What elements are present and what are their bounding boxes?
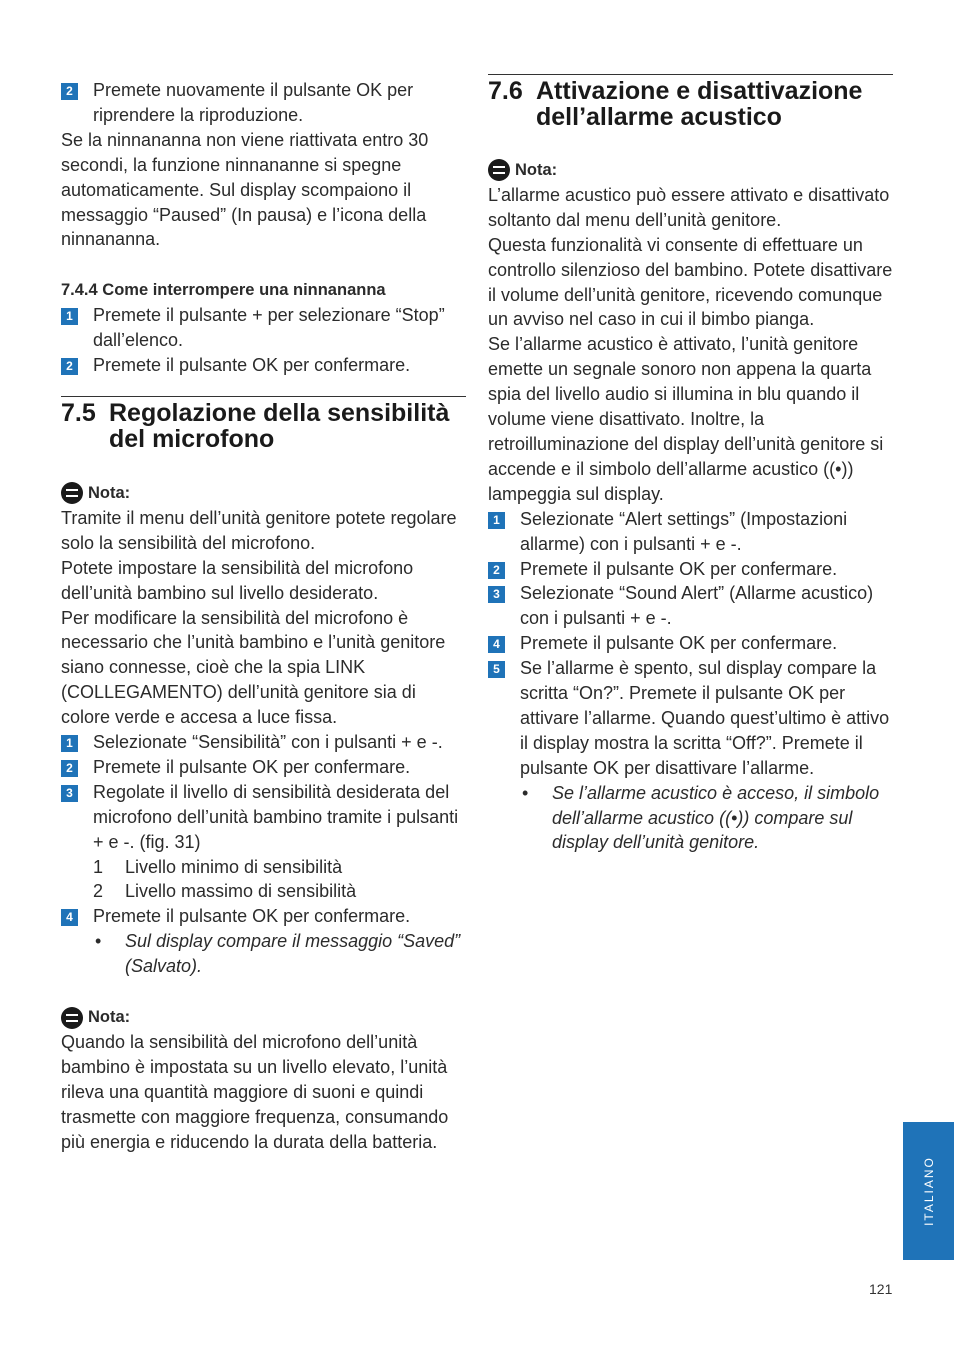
step-item [488, 581, 893, 631]
paragraph: Tramite il menu dell’unità genitore potete regolare solo la sensibilità del microfono. [61, 507, 457, 553]
step-item [61, 78, 466, 128]
sub-list-number: 1 [93, 856, 104, 877]
step-number: 5 [488, 661, 505, 678]
left-column [61, 78, 466, 1155]
paragraph: Potete impostare la sensibilità del microfono dell’unità bambino sul livello desiderato. [61, 557, 414, 603]
step-item [61, 303, 466, 353]
note-label-text: Nota: [88, 1008, 131, 1027]
step-number: 1 [61, 308, 78, 325]
page-number: 121 [869, 1281, 893, 1297]
step-item [61, 353, 466, 378]
step-item [488, 557, 893, 582]
bullet-text: Sul display compare il messaggio “Saved” (Salvato). [125, 931, 461, 977]
section-heading [488, 74, 893, 130]
step-item [61, 730, 466, 755]
step-number: 2 [488, 562, 505, 579]
subsection-heading: 7.4.4 Come interrompere una ninnananna [61, 281, 386, 300]
section-number: 7.5 [61, 398, 96, 427]
step-text: Premete il pulsante OK per confermare. [93, 906, 411, 927]
step-text: Premete il pulsante + per selezionare “Stop” dall’elenco. [93, 305, 445, 351]
paragraph: Quando la sensibilità del microfono dell’unità bambino è impostata su un livello elevato, l’unità rileva una quantità maggiore di suoni e quindi trasmette con maggiore frequenza, consumando più energia e riducendo la durata della batteria. [61, 1032, 449, 1152]
step-number: 3 [61, 785, 78, 802]
note-label [61, 1005, 466, 1030]
step-item [488, 656, 893, 781]
bullet-item [61, 929, 466, 979]
paragraph: Questa funzionalità vi consente di effettuare un controllo silenzioso del bambino. Potete disattivare il volume dell’unità genitore, ricevendo comunque un avviso nel caso in cui il bimbo pianga. [488, 234, 893, 330]
step-text: Premete il pulsante OK per confermare. [520, 558, 838, 579]
step-item [488, 631, 893, 656]
step-number: 2 [61, 358, 78, 375]
section-title: Attivazione e disattivazione dell’allarme acustico [536, 77, 863, 131]
sub-list-item [61, 855, 466, 880]
step-item [488, 507, 893, 557]
step-item [61, 780, 466, 855]
step-number: 2 [61, 83, 78, 100]
note-icon [61, 1007, 83, 1029]
language-tab-label: ITALIANO [921, 1156, 936, 1226]
step-text: Selezionate “Sensibilità” con i pulsanti + e -. [93, 732, 443, 753]
step-text: Premete il pulsante OK per confermare. [93, 355, 411, 376]
step-number: 1 [61, 735, 78, 752]
step-item [61, 904, 466, 929]
bullet-dot: • [522, 782, 529, 803]
note-label-text: Nota: [88, 483, 131, 502]
bullet-item [488, 781, 893, 856]
step-number: 1 [488, 512, 505, 529]
step-number: 4 [61, 909, 78, 926]
step-text: Premete nuovamente il pulsante OK per riprendere la riproduzione. [93, 80, 414, 125]
language-tab [903, 1122, 954, 1260]
paragraph: Se la ninnananna non viene riattivata entro 30 secondi, la funzione ninnananne si spegne automaticamente. Sul display scompaiono il messaggio “Paused” (In pausa) e l’icona della ninnananna. [61, 129, 429, 250]
paragraph: Se l’allarme acustico è attivato, l’unità genitore emette un segnale sonoro non appena la quarta spia del livello audio si illumina in blu quando il volume viene disattivato. Inoltre, la retroilluminazione del display dell’unità genitore si accende e il simbolo dell’allarme acustico ((•)) lampeggia sul display. [488, 334, 884, 504]
step-text: Regolate il livello di sensibilità desiderata del microfono dell’unità bambino tramite i pulsanti + e -. (fig. 31) [93, 781, 459, 852]
paragraph: Per modificare la sensibilità del microfono è necessario che l’unità bambino e l’unità genitore siano connesse, cioè che la spia LINK (COLLEGAMENTO) dell’unità genitore sia di colore verde e accesa a luce fissa. [61, 607, 446, 728]
paragraph: L’allarme acustico può essere attivato e disattivato soltanto dal menu dell’unità genitore. [488, 184, 890, 230]
bullet-text: Se l’allarme acustico è acceso, il simbolo dell’allarme acustico ((•)) compare sul display dell’unità genitore. [552, 782, 880, 853]
section-title: Regolazione della sensibilità del microfono [109, 398, 450, 453]
sub-list-number: 2 [93, 881, 104, 902]
note-icon [61, 482, 83, 504]
step-item [61, 755, 466, 780]
step-text: Selezionate “Alert settings” (Impostazioni allarme) con i pulsanti + e -. [520, 508, 848, 554]
sub-list-item [61, 879, 466, 904]
step-number: 4 [488, 636, 505, 653]
step-number: 2 [61, 760, 78, 777]
step-text: Premete il pulsante OK per confermare. [520, 633, 838, 654]
note-label-text: Nota: [515, 161, 558, 179]
right-column [488, 74, 893, 855]
note-icon [488, 159, 510, 181]
bullet-dot: • [95, 931, 102, 952]
step-text: Selezionate “Sound Alert” (Allarme acustico) con i pulsanti + e -. [520, 583, 874, 629]
note-label [61, 481, 466, 506]
sub-list-text: Livello massimo di sensibilità [125, 881, 357, 902]
step-text: Premete il pulsante OK per confermare. [93, 756, 411, 777]
section-number: 7.6 [488, 77, 523, 105]
section-heading [61, 396, 466, 452]
sub-list-text: Livello minimo di sensibilità [125, 856, 343, 877]
note-label [488, 158, 893, 183]
step-text: Se l’allarme è spento, sul display compare la scritta “On?”. Premete il pulsante OK per attivare l’allarme. Quando quest’ultimo è attivo il display mostra la scritta “Off?”. Premete il pulsante OK per disattivare l’allarme. [520, 658, 890, 778]
step-number: 3 [488, 586, 505, 603]
